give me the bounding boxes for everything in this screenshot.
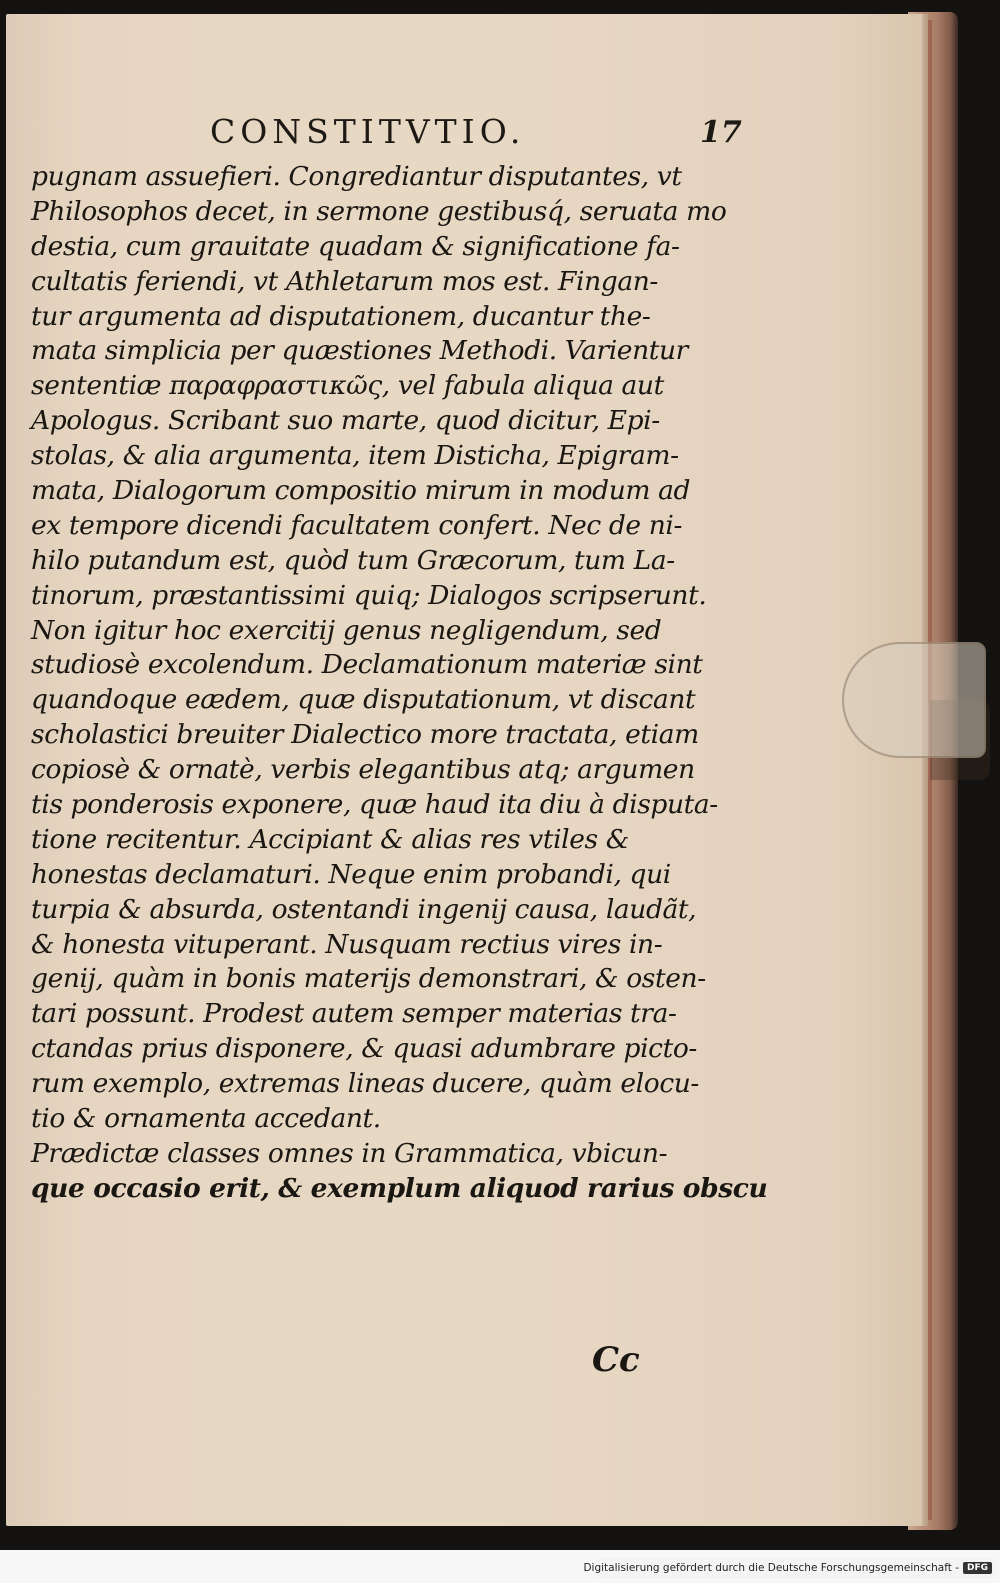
running-head: CONSTITVTIO. xyxy=(210,112,526,151)
text-line: studiosè excolendum. Declamationum materiæ sint xyxy=(31,649,703,681)
digitization-footer xyxy=(583,1558,996,1578)
text-line: turpia & absurda, ostentandi ingenij causa, laudãt, xyxy=(31,893,697,925)
text-line: Prædictæ classes omnes in Grammatica, vbicun- xyxy=(31,1137,668,1169)
text-line: scholastici breuiter Dialectico more tractata, etiam xyxy=(31,719,699,751)
page-number: 17 xyxy=(700,115,742,150)
text-line: hilo putandum est, quòd tum Græcorum, tum La- xyxy=(31,544,675,576)
text-line: honestas declamaturi. Neque enim probandi, qui xyxy=(31,858,671,890)
footer-credit: Digitalisierung gefördert durch die Deutsche Forschungsgemeinschaft - xyxy=(583,1562,959,1574)
text-line: tur argumenta ad disputationem, ducantur the- xyxy=(31,300,651,332)
text-line: mata simplicia per quæstiones Methodi. Varientur xyxy=(31,335,688,367)
text-line: cultatis feriendi, vt Athletarum mos est. Fingan- xyxy=(31,265,658,297)
text-line: copiosè & ornatè, verbis elegantibus atq; argumen xyxy=(31,754,695,786)
text-line: sententiæ παραφραστικῶς, vel fabula aliqua aut xyxy=(31,370,664,402)
text-line: Apologus. Scribant suo marte, quod dicitur, Epi- xyxy=(31,405,660,437)
text-line: ex tempore dicendi facultatem confert. Nec de ni- xyxy=(31,509,683,541)
text-line: tione recitentur. Accipiant & alias res vtiles & xyxy=(31,823,629,855)
text-line: pugnam assuefieri. Congrediantur disputantes, vt xyxy=(31,161,682,192)
text-line: Philosophos decet, in sermone gestibusq́, seruata mo xyxy=(31,195,727,227)
text-line: genij, quàm in bonis materijs demonstrari, & osten- xyxy=(31,963,706,995)
text-line: Non igitur hoc exercitij genus negligendum, sed xyxy=(31,614,662,646)
text-line: tis ponderosis exponere, quæ haud ita diu à disputa- xyxy=(31,789,718,821)
body-text xyxy=(31,160,768,1207)
text-line: tio & ornamenta accedant. xyxy=(31,1103,381,1135)
text-line: quandoque eædem, quæ disputationum, vt discant xyxy=(31,684,696,716)
text-line: tari possunt. Prodest autem semper materias tra- xyxy=(31,998,677,1030)
page-clip xyxy=(842,642,986,758)
dfg-logo: DFG xyxy=(963,1562,992,1574)
text-line: que occasio erit, & exemplum aliquod rarius obscu xyxy=(31,1172,768,1204)
text-line: & honesta vituperant. Nusquam rectius vires in- xyxy=(31,928,663,960)
signature-mark: Cc xyxy=(592,1340,640,1380)
text-line: mata, Dialogorum compositio mirum in modum ad xyxy=(31,475,691,507)
text-line: stolas, & alia argumenta, item Disticha, Epigram- xyxy=(31,440,679,472)
text-line: ctandas prius disponere, & quasi adumbrare picto- xyxy=(31,1033,697,1065)
text-line: tinorum, præstantissimi quiq; Dialogos scripserunt. xyxy=(31,579,707,611)
text-line: destia, cum grauitate quadam & significatione fa- xyxy=(31,230,680,262)
page-crease xyxy=(922,14,928,1526)
text-line: rum exemplo, extremas lineas ducere, quàm elocu- xyxy=(31,1068,699,1100)
